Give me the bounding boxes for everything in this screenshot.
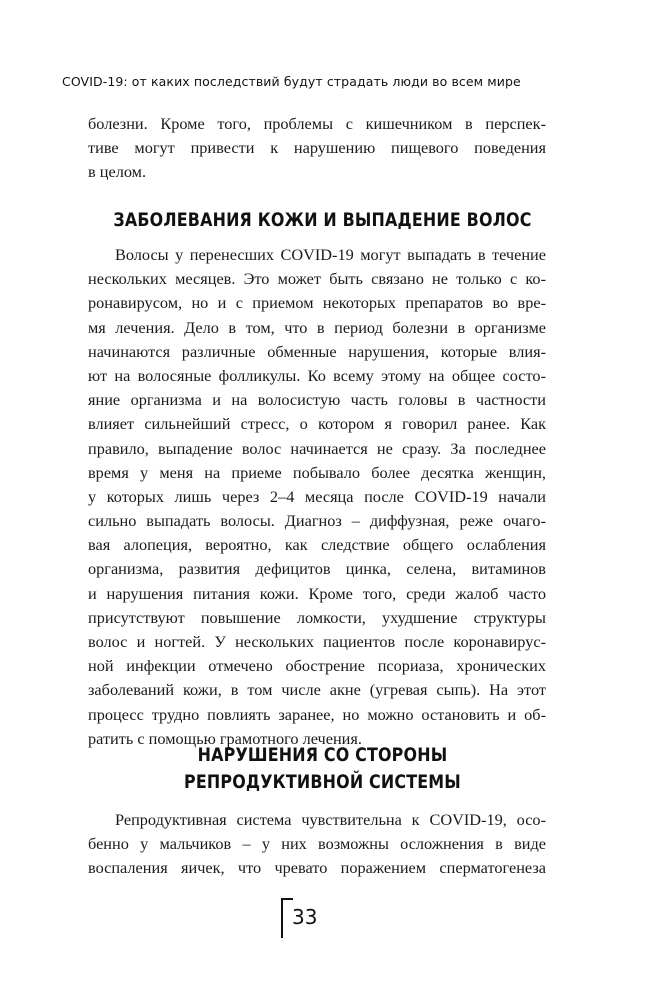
running-head: COVID-19: от каких последствий будут страдать люди во всем мире	[62, 74, 521, 89]
text-line: ют на волосяные фолликулы. Ко всему этому на общее состо-	[88, 365, 546, 385]
text-line: присутствуют повышение ломкости, ухудшение структуры	[88, 607, 546, 627]
text-line: и нарушения питания кожи. Кроме того, среди жалоб часто	[88, 583, 546, 603]
text-line: начинаются различные обменные нарушения, которые влия-	[88, 341, 546, 361]
text-line: заболеваний кожи, в том числе акне (угревая сыпь). На этот	[88, 680, 546, 700]
text-line: тиве могут привести к нарушению пищевого поведения	[88, 138, 546, 158]
text-line: ратить с помощью грамотного лечения.	[88, 728, 362, 748]
page-number: 33	[292, 905, 318, 929]
section-heading-skin-hair: ЗАБОЛЕВАНИЯ КОЖИ И ВЫПАДЕНИЕ ВОЛОС	[113, 210, 532, 231]
text-line: влияет сильнейший стресс, о котором я говорил ранее. Как	[88, 414, 546, 434]
text-line: болезни. Кроме того, проблемы с кишечником в перспек-	[88, 114, 546, 133]
text-line: Волосы у перенесших COVID-19 могут выпадать в течение	[115, 245, 546, 264]
text-line: организма, развития дефицитов цинка, селена, витаминов	[88, 559, 546, 579]
text-line: волос и ногтей. У нескольких пациентов после коронавирус-	[88, 632, 546, 651]
text-line: ной инфекции отмечено обострение псориаза, хронических	[88, 656, 546, 676]
text-line: сильно выпадать волосы. Диагноз – диффузная, реже очаго-	[88, 511, 546, 531]
text-line: в целом.	[88, 162, 147, 182]
intro-paragraph	[88, 112, 546, 185]
heading-line: НАРУШЕНИЯ СО СТОРОНЫ	[197, 745, 448, 766]
section1-paragraph	[88, 243, 546, 751]
section2-paragraph	[88, 808, 546, 881]
text-line: нескольких месяцев. Это может быть связано не только с ко-	[88, 269, 546, 289]
text-line: яние организма и на волосистую часть головы в частности	[88, 390, 546, 410]
text-line: ронавирусом, но и с приемом некоторых препаратов во вре-	[88, 293, 546, 313]
text-line: время у меня на приеме побывало более десятка женщин,	[88, 462, 546, 482]
text-line: у которых лишь через 2–4 месяца после COVID-19 начали	[88, 486, 546, 506]
page-number-block	[281, 898, 341, 938]
text-line: бенно у мальчиков – у них возможны осложнения в виде	[88, 834, 546, 854]
section-heading-reproductive	[97, 742, 549, 796]
text-line: мя лечения. Дело в том, что в период болезни в организме	[88, 317, 546, 337]
text-line: Репродуктивная система чувствительна к COVID-19, осо-	[115, 810, 546, 829]
text-line: вая алопеция, вероятно, как следствие общего ослабления	[88, 535, 546, 555]
heading-line: РЕПРОДУКТИВНОЙ СИСТЕМЫ	[184, 772, 461, 793]
text-line: правило, выпадение волос начинается не сразу. За последнее	[88, 438, 546, 458]
text-line: воспаления яичек, что чревато поражением сперматогенеза	[88, 858, 546, 878]
text-line: процесс трудно повлиять заранее, но можно остановить и об-	[88, 704, 546, 724]
